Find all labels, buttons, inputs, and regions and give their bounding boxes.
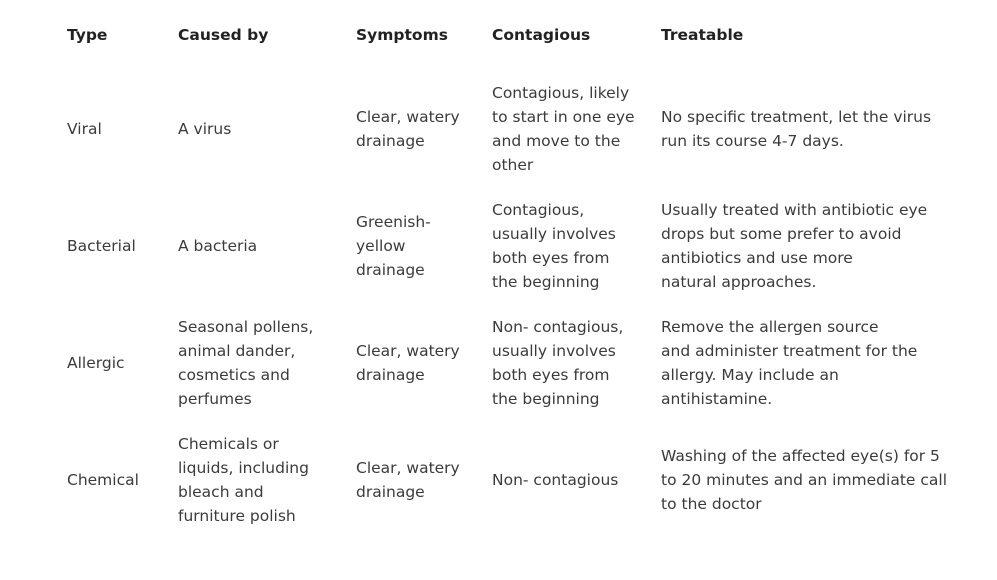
table-row [67, 70, 967, 187]
cell-text-line: Non- contagious, [492, 317, 624, 336]
cell-type [67, 234, 178, 258]
cell-text-line: Washing of the affected eye(s) for 5 [661, 446, 940, 465]
cell-text-line: yellow [356, 236, 406, 255]
cell-text-line: Clear, watery [356, 458, 460, 477]
cell-text-line: to the doctor [661, 494, 762, 513]
header-treatable: Treatable [661, 26, 744, 44]
cell-type [67, 351, 178, 375]
header-contagious: Contagious [492, 26, 591, 44]
cell-text-line: Clear, watery [356, 341, 460, 360]
conjunctivitis-comparison-table [67, 0, 967, 538]
cell-text-line: liquids, including [178, 458, 309, 477]
cell-text-line: Seasonal pollens, [178, 317, 314, 336]
header-symptoms: Symptoms [356, 26, 448, 44]
cell-text-line: natural approaches. [661, 272, 817, 291]
cell-text-line: antibiotics and use more [661, 248, 853, 267]
cell-text-line: No specific treatment, let the virus [661, 107, 932, 126]
cell-text-line: drainage [356, 131, 425, 150]
cell-text-line: drainage [356, 365, 425, 384]
cell-text-line: Chemical [67, 470, 139, 489]
cell-text-line: and move to the [492, 131, 621, 150]
cell-text-line: Clear, watery [356, 107, 460, 126]
cell-contagious [492, 198, 661, 294]
cell-text-line: Chemicals or [178, 434, 279, 453]
cell-text-line: both eyes from [492, 248, 610, 267]
header-type: Type [67, 26, 108, 44]
table-body [67, 70, 967, 538]
cell-symptoms [356, 105, 492, 153]
cell-text-line: A virus [178, 119, 232, 138]
cell-text-line: the beginning [492, 272, 600, 291]
cell-text-line: Greenish- [356, 212, 431, 231]
cell-caused-by [178, 432, 356, 528]
table-row [67, 421, 967, 538]
cell-text-line: Usually treated with antibiotic eye [661, 200, 928, 219]
cell-text-line: to start in one eye [492, 107, 635, 126]
cell-text-line: the beginning [492, 389, 600, 408]
cell-treatable [661, 105, 951, 153]
header-caused-by: Caused by [178, 26, 269, 44]
cell-caused-by [178, 315, 356, 411]
cell-text-line: cosmetics and [178, 365, 290, 384]
cell-caused-by [178, 117, 356, 141]
cell-text-line: drainage [356, 482, 425, 501]
cell-text-line: other [492, 155, 534, 174]
cell-text-line: drops but some prefer to avoid [661, 224, 902, 243]
cell-treatable [661, 444, 951, 516]
cell-text-line: usually involves [492, 341, 616, 360]
cell-contagious [492, 468, 661, 492]
cell-symptoms [356, 210, 492, 282]
cell-text-line: A bacteria [178, 236, 258, 255]
table-header-row [67, 0, 967, 70]
cell-text-line: and administer treatment for the [661, 341, 918, 360]
cell-text-line: both eyes from [492, 365, 610, 384]
cell-text-line: Non- contagious [492, 470, 619, 489]
cell-symptoms [356, 339, 492, 387]
cell-text-line: animal dander, [178, 341, 296, 360]
cell-text-line: Contagious, [492, 200, 585, 219]
cell-type [67, 468, 178, 492]
cell-text-line: run its course 4-7 days. [661, 131, 844, 150]
table-row [67, 304, 967, 421]
cell-symptoms [356, 456, 492, 504]
cell-text-line: bleach and [178, 482, 264, 501]
cell-contagious [492, 81, 661, 177]
cell-caused-by [178, 234, 356, 258]
cell-text-line: antihistamine. [661, 389, 773, 408]
cell-type [67, 117, 178, 141]
cell-text-line: Bacterial [67, 236, 136, 255]
cell-treatable [661, 315, 951, 411]
cell-text-line: Contagious, likely [492, 83, 630, 102]
cell-text-line: Remove the allergen source [661, 317, 879, 336]
cell-contagious [492, 315, 661, 411]
cell-text-line: Viral [67, 119, 102, 138]
cell-text-line: usually involves [492, 224, 616, 243]
cell-text-line: Allergic [67, 353, 125, 372]
cell-text-line: allergy. May include an [661, 365, 839, 384]
table-row [67, 187, 967, 304]
cell-treatable [661, 198, 951, 294]
cell-text-line: drainage [356, 260, 425, 279]
cell-text-line: perfumes [178, 389, 252, 408]
cell-text-line: to 20 minutes and an immediate call [661, 470, 948, 489]
cell-text-line: furniture polish [178, 506, 296, 525]
